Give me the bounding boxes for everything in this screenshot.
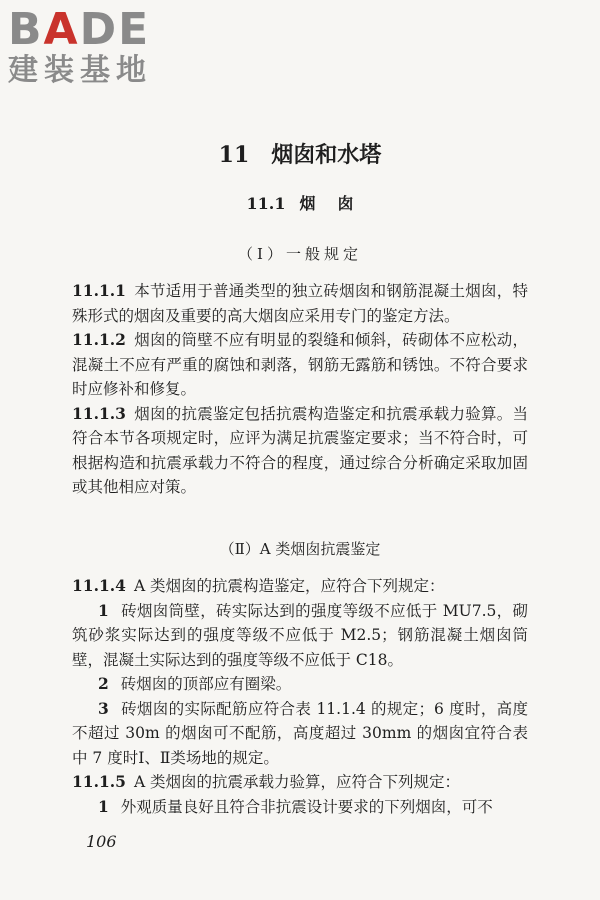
clause-11-1-5 — [72, 770, 528, 795]
subheading-class-a — [0, 538, 600, 560]
logo-wordmark — [8, 6, 178, 54]
clause-text: 烟囱的抗震鉴定包括抗震构造鉴定和抗震承载力验算。当符合本节各项规定时，应评为满足抗震鉴定要求；当不符合时，可根据构造和抗震承载力不符合的程度，通过综合分析确定采取加固或其他相应对策。 — [72, 404, 528, 496]
chapter-title — [0, 140, 600, 170]
list-item — [72, 599, 528, 673]
clause-text: A 类烟囱的抗震构造鉴定，应符合下列规定： — [133, 577, 445, 595]
logo-letter-b: B — [8, 4, 44, 55]
logo-letter-a-red: A — [43, 4, 80, 55]
class-a-body — [72, 574, 528, 819]
subheading-class-a-label: （Ⅱ）A 类烟囱抗震鉴定 — [219, 540, 381, 558]
clause-11-1-3 — [72, 402, 528, 500]
logo-subtitle: 建装基地 — [8, 53, 152, 88]
clause-number: 11.1.4 — [72, 576, 126, 595]
brand-logo — [8, 6, 178, 88]
general-provisions-body — [72, 279, 528, 500]
clause-number: 11.1.2 — [72, 330, 126, 349]
clause-text: 本节适用于普通类型的独立砖烟囱和钢筋混凝土烟囱，特殊形式的烟囱及重要的高大烟囱应采用专门的鉴定方法。 — [72, 282, 528, 325]
clause-number: 11.1.3 — [72, 403, 126, 423]
clause-11-1-2 — [72, 328, 528, 402]
subheading-general — [0, 243, 600, 265]
logo-letters-de: DE — [79, 4, 151, 55]
item-text: 外观质量良好且符合非抗震设计要求的下列烟囱，可不 — [120, 797, 493, 816]
item-number: 3 — [98, 698, 109, 718]
page-number: 106 — [86, 832, 117, 851]
chapter-name: 烟囱和水塔 — [271, 142, 382, 168]
clause-number: 11.1.1 — [72, 281, 126, 300]
clause-text: 烟囱的筒壁不应有明显的裂缝和倾斜，砖砌体不应松动，混凝土不应有严重的腐蚀和剥落，钢筋无露筋和锈蚀。不符合要求时应修补和修复。 — [72, 331, 528, 398]
subheading-general-label: （Ⅰ）一般规定 — [238, 245, 362, 263]
section-name: 烟囱 — [299, 194, 376, 213]
item-number: 1 — [98, 796, 109, 816]
clause-11-1-1 — [72, 279, 528, 328]
list-item — [72, 795, 528, 820]
clause-text: A 类烟囱的抗震承载力验算，应符合下列规定： — [133, 773, 461, 791]
list-item — [72, 672, 528, 697]
item-text: 砖烟囱的顶部应有圈梁。 — [120, 675, 292, 693]
section-number: 11.1 — [246, 194, 286, 213]
item-text: 砖烟囱的实际配筋应符合表 11.1.4 的规定；6 度时，高度不超过 30m 的烟囱可不配筋，高度超过 30mm 的烟囱宜符合表中 7 度时Ⅰ、Ⅱ类场地的规定。 — [72, 699, 528, 767]
chapter-number: 11 — [218, 142, 250, 168]
item-text: 砖烟囱筒壁，砖实际达到的强度等级不应低于 MU7.5，砌筑砂浆实际达到的强度等级不应低于 M2.5；钢筋混凝土烟囱筒壁，混凝土实际达到的强度等级不应低于 C18。 — [72, 601, 528, 669]
clause-number: 11.1.5 — [72, 772, 126, 791]
list-item — [72, 697, 528, 771]
item-number: 2 — [98, 674, 109, 693]
section-title — [0, 193, 600, 215]
item-number: 1 — [98, 600, 109, 620]
clause-11-1-4 — [72, 574, 528, 599]
